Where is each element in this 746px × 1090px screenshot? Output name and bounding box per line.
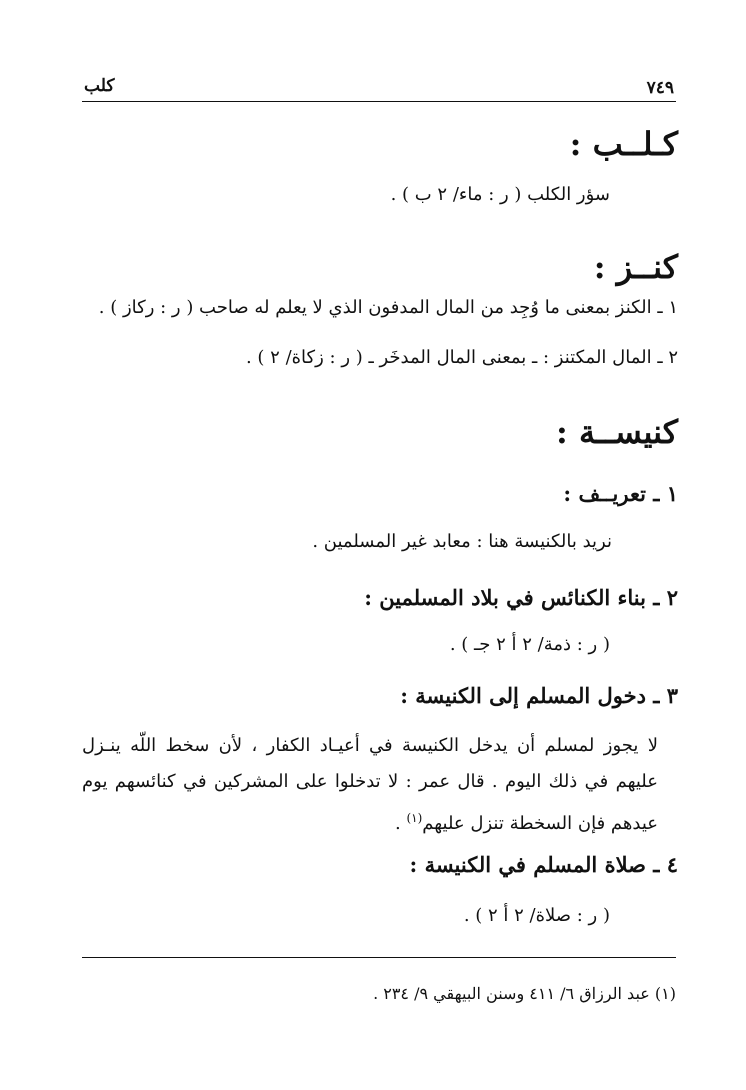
footnote-reference: (١) — [406, 811, 423, 825]
running-head: كلب — [84, 76, 115, 96]
entry-item-kanz-2: ٢ ـ المال المكتنز : ـ بمعنى المال المدخَر ـ ( ر : زكاة/ ٢ ) . — [245, 347, 678, 368]
subheading-entering-church: ٣ ـ دخول المسلم إلى الكنيسة : — [400, 683, 678, 708]
entering-church-end: . — [394, 813, 407, 834]
header-divider — [82, 101, 676, 102]
entry-heading-kanisa: كنيســة : — [556, 413, 678, 451]
subheading-definition: ١ ـ تعريــف : — [563, 481, 678, 506]
entry-heading-kalb: كـلــب : — [569, 125, 678, 163]
footnote-divider — [82, 957, 676, 958]
building-churches-text: ( ر : ذمة/ ٢ أ ٢ جـ ) . — [449, 634, 610, 655]
entering-church-paragraph — [82, 728, 658, 842]
subheading-building-churches: ٢ ـ بناء الكنائس في بلاد المسلمين : — [364, 585, 678, 610]
entry-item-kanz-1: ١ ـ الكنز بمعنى ما وُجِد من المال المدفون الذي لا يعلم له صاحب ( ر : ركاز ) . — [98, 297, 678, 318]
entry-line-kalb: سؤر الكلب ( ر : ماء/ ٢ ب ) . — [390, 184, 610, 205]
subheading-prayer-in-church: ٤ ـ صلاة المسلم في الكنيسة : — [409, 852, 678, 877]
footnote: (١) عبد الرزاق ٦/ ٤١١ وسنن البيهقي ٩/ ٢٣٤ . — [373, 984, 676, 1003]
entering-church-text: لا يجوز لمسلم أن يدخل الكنيسة في أعيـاد الكفار ، لأن سخط اللّه ينـزل عليهم في ذلك اليوم . قال عمر : لا تدخلوا على المشركين في كنائسهم يوم عيدهم فإن السخطة تنزل عليهم — [82, 735, 658, 834]
prayer-in-church-text: ( ر : صلاة/ ٢ أ ٢ ) . — [463, 905, 610, 926]
definition-text: نريد بالكنيسة هنا : معابد غير المسلمين . — [312, 531, 612, 552]
entry-heading-kanz: كنــز : — [593, 248, 678, 286]
page-number: ٧٤٩ — [646, 78, 674, 98]
page-header — [82, 72, 676, 102]
